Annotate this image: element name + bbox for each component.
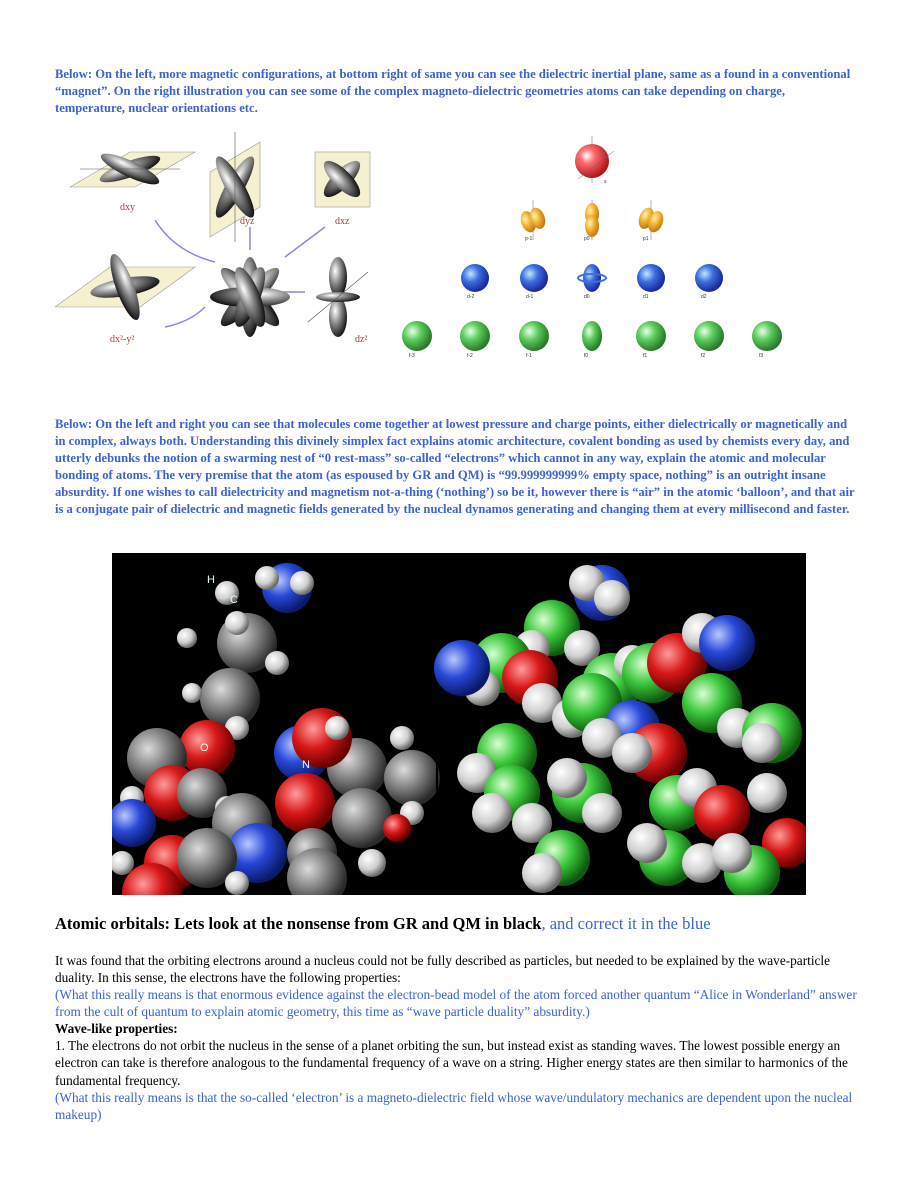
f3-label: f3: [759, 353, 764, 359]
d1-label: d1: [643, 294, 649, 300]
s-orbital: [575, 136, 614, 185]
dz2-label: dz²: [355, 334, 368, 345]
paragraph-standing-waves-correction: (What this really means is that the so-called ‘electron’ is a magneto-dielectric field whose wave/undulatory mechanics are dependent upon the nucleal makeup): [55, 1090, 853, 1123]
f-3-label: f-3: [409, 353, 415, 359]
heading-black: Atomic orbitals: Lets look at the nonsense from GR and QM in black: [55, 914, 542, 933]
dxz-label: dxz: [335, 216, 350, 227]
f-2-label: f-2: [467, 353, 473, 359]
s-label: s: [604, 179, 607, 185]
dxy-label: dxy: [120, 202, 135, 213]
intro-paragraph-orbitals: Below: On the left, more magnetic configurations, at bottom right of same you can see the dielectric inertial plane, same as a found in a conventional “magnet”. On the right illustration you can see some of the complex magneto-dielectric geometries atoms can take depending on charge, temperature, nuclear orientations etc.: [55, 67, 851, 115]
f1-label: f1: [643, 353, 648, 359]
d2-label: d2: [701, 294, 707, 300]
paragraph-wave-particle: It was found that the orbiting electrons around a nucleus could not be fully described as particles, but needed to be explained by the wave-particle duality. In this sense, the electrons have the following properties:: [55, 953, 831, 986]
section-heading: [55, 914, 711, 934]
paragraph-standing-waves: 1. The electrons do not orbit the nucleus in the sense of a planet orbiting the sun, but instead exist as standing waves. The lowest possible energy an electron can take is therefore analogous to the fundamental frequency of a wave on a string. Higher energy states are then similar to harmonics of the fundamental frequency.: [55, 1038, 848, 1088]
f-1-label: f-1: [526, 353, 532, 359]
atom-label-c: C: [230, 594, 238, 606]
p-orbitals: [518, 200, 666, 242]
dx2y2-label: dx²-y²: [110, 334, 135, 345]
wave-like-heading: Wave-like properties:: [55, 1021, 178, 1036]
molecule-space-filling-images: [112, 553, 806, 895]
dyz-label: dyz: [240, 216, 255, 227]
intro-paragraph-molecules: Below: On the left and right you can see that molecules come together at lowest pressure and charge points, either dielectrically or magnetically and in complex, always both. Understanding this divinely simplex fact explains atomic architecture, covalent bonding as used by chemists every day, and utterly debunks the notion of a swarming nest of “0 rest-mass” so-called “electrons” which cannot in any way, explain the atomic and molecular bonding of atoms. The very premise that the atom (as espoused by GR and QM) is “99.999999999% empty space, nothing” is an outright insane absurdity. If one wishes to call dielectricity and magnetism not-a-thing (‘nothing’) so be it, however there is “air” in the atomic ‘balloon’, and that air is a conjugate pair of dielectric and magnetic fields generated by the nucleal dynamos generating and changing them at every millisecond and faster.: [55, 417, 855, 516]
p0-label: p0: [584, 236, 590, 242]
atom-label-n: N: [302, 759, 310, 771]
f0-label: f0: [584, 353, 589, 359]
d0-label: d0: [584, 294, 590, 300]
heading-blue: , and correct it in the blue: [541, 914, 711, 933]
atom-label-o: O: [200, 742, 209, 754]
d-orbital-diagram: [55, 132, 375, 357]
atom-label-h: H: [207, 574, 215, 586]
d-2-label: d-2: [467, 294, 475, 300]
d-1-label: d-1: [526, 294, 534, 300]
f2-label: f2: [701, 353, 706, 359]
d-orbitals: [461, 264, 723, 300]
f-orbitals: [402, 321, 782, 359]
p1-label: p1: [643, 236, 649, 242]
p-1-label: p-1: [525, 236, 533, 242]
orbital-pyramid-diagram: [395, 128, 805, 368]
paragraph-wave-particle-correction: (What this really means is that enormous evidence against the electron-bead model of the atom forced another quantum “Alice in Wonderland” answer from the cult of quantum to explain atomic geometry, this time as “wave particle duality” absurdity.): [55, 987, 857, 1020]
